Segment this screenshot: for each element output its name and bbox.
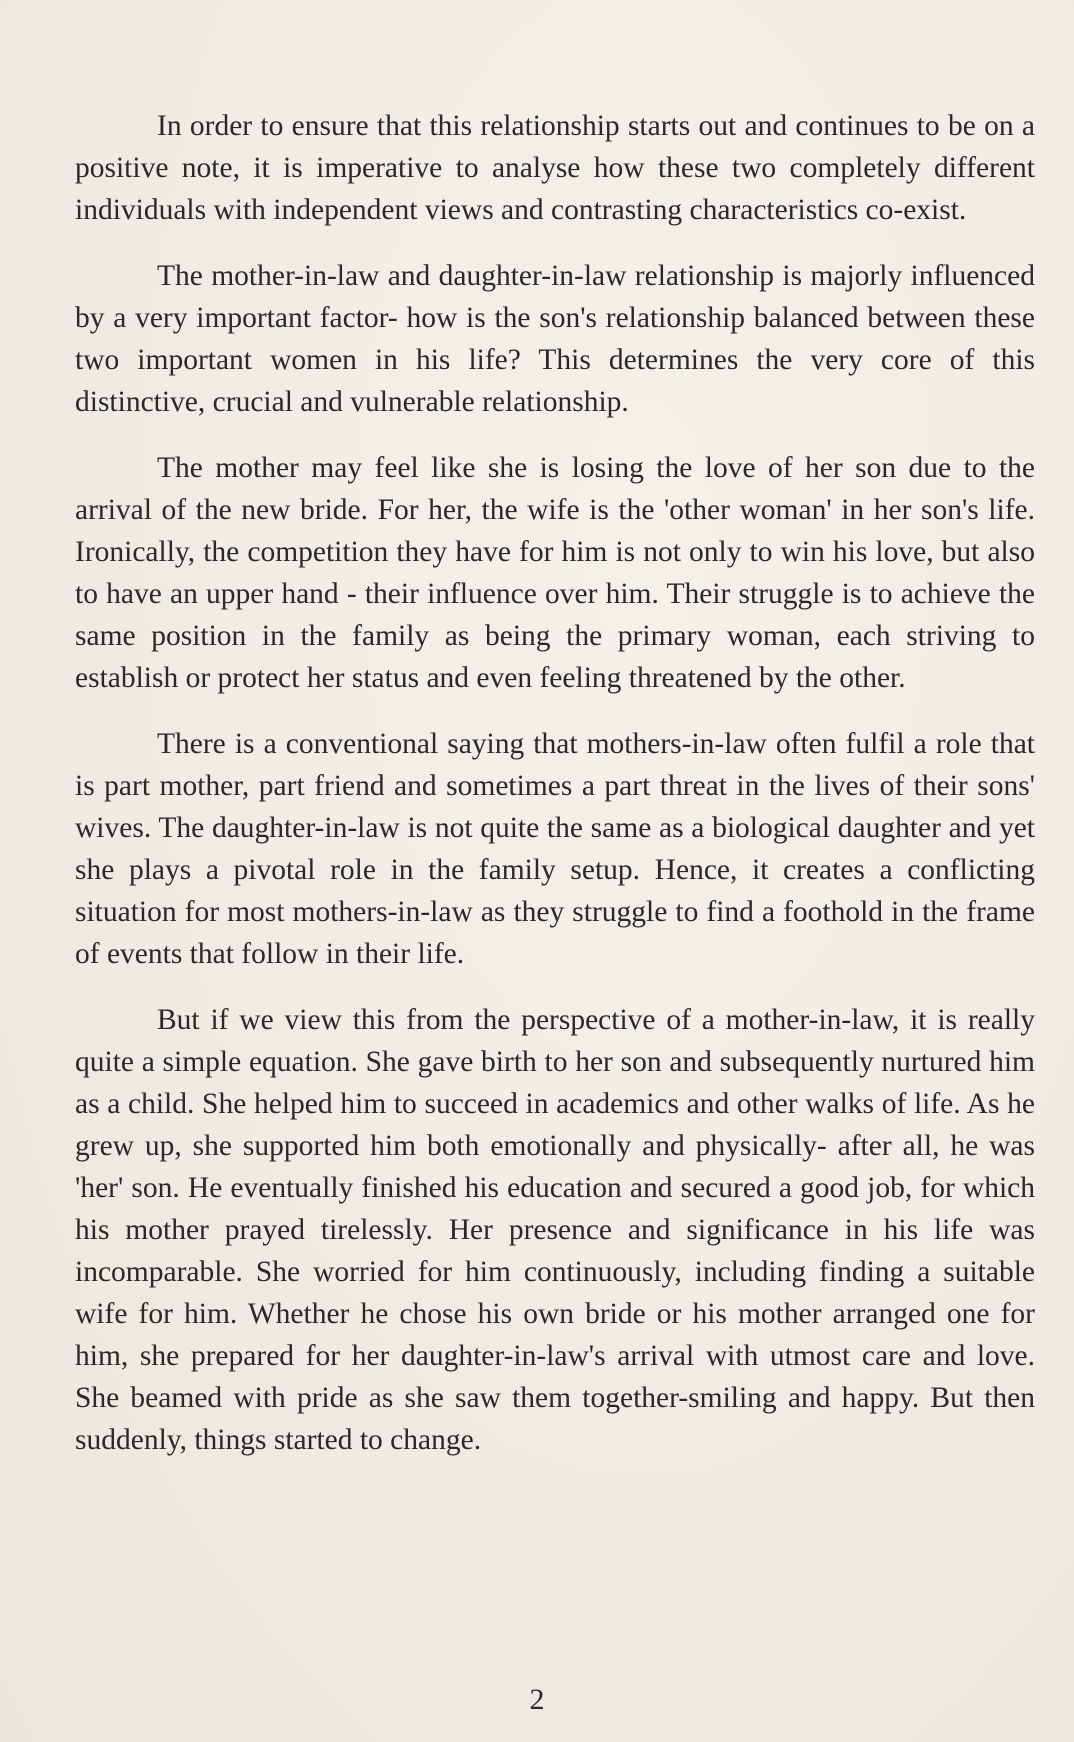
paragraph-3: The mother may feel like she is losing the love of her son due to the arrival of the new bride. For her, the wife is the 'other woman' in her son's life. Ironically, the competition they have for him is not only to win his love, but also to have an upper hand - their influence over him. Their struggle is to achieve the same position in the family as being the primary woman, each striving to establish or protect her status and even feeling threatened by the other. — [75, 452, 1035, 694]
paragraph-5: But if we view this from the perspective of a mother-in-law, it is really quite a simple equation. She gave birth to her son and subsequently nurtured him as a child. She helped him to succeed in academics and other walks of life. As he grew up, she supported him both emotionally and physically- after all, he was 'her' son. He eventually finished his education and secured a good job, for which his mother prayed tirelessly. Her presence and significance in his life was incomparable. She worried for him continuously, including finding a suitable wife for him. Whether he chose his own bride or his mother arranged one for him, she prepared for her daughter-in-law's arrival with utmost care and love. She beamed with pride as she saw them together-smiling and happy. But then suddenly, things started to change. — [75, 1004, 1035, 1456]
paragraph-2: The mother-in-law and daughter-in-law relationship is majorly influenced by a very important factor- how is the son's relationship balanced between these two important women in his life? This determines the very core of this distinctive, crucial and vulnerable relationship. — [75, 260, 1035, 418]
page-number: 2 — [529, 1683, 545, 1716]
body-text — [75, 105, 1035, 1485]
paragraph-4: There is a conventional saying that mothers-in-law often fulfil a role that is part mother, part friend and sometimes a part threat in the lives of their sons' wives. The daughter-in-law is not quite the same as a biological daughter and yet she plays a pivotal role in the family setup. Hence, it creates a conflicting situation for most mothers-in-law as they struggle to find a foothold in the frame of events that follow in their life. — [75, 728, 1035, 970]
paragraph-1: In order to ensure that this relationship starts out and continues to be on a positive note, it is imperative to analyse how these two completely different individuals with independent views and contrasting characteristics co-exist. — [75, 110, 1035, 226]
